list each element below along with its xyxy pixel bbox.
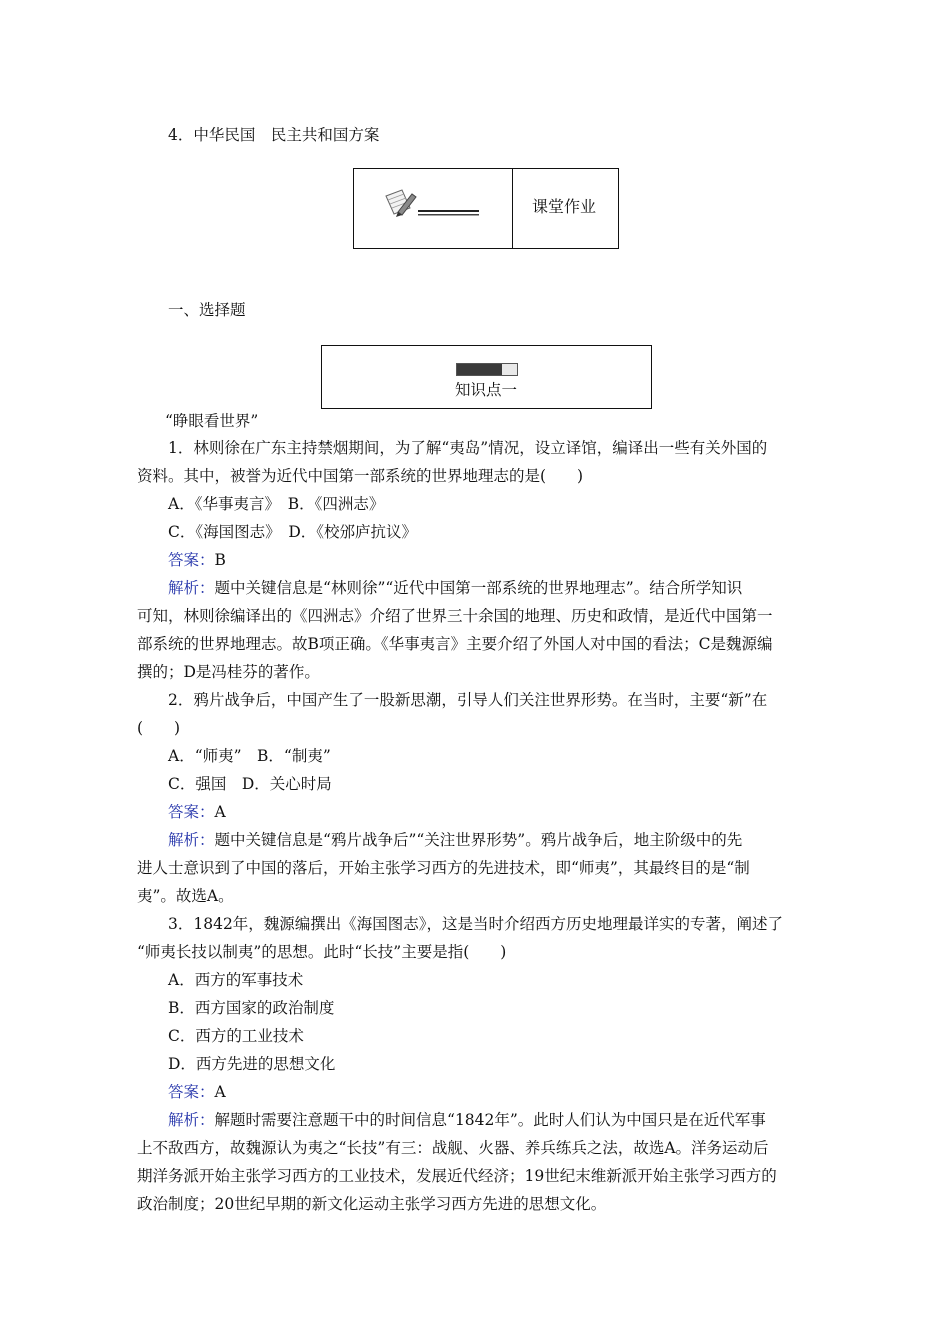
q3-analysis-text-1: 解题时需要注意题干中的时间信息“1842年”。此时人们认为中国只是在近代军事 [214, 1111, 766, 1129]
knowledge-point-label: 知识点一 [455, 381, 518, 399]
q3-option-c: C．西方的工业技术 [168, 1027, 304, 1045]
section-heading: 4．中华民国 民主共和国方案 [168, 126, 380, 144]
q2-answer-value: A [214, 803, 226, 821]
pen-paper-icon [380, 186, 480, 226]
q1-answer [168, 548, 226, 570]
header-box-divider [512, 169, 513, 248]
q2-stem-line-2: ( ) [137, 719, 181, 737]
q2-analysis-text-1: 题中关键信息是“鸦片战争后”“关注世界形势”。鸦片战争后，地主阶级中的先 [214, 831, 743, 849]
q2-analysis-label: 解析： [168, 831, 215, 849]
q3-analysis-line-3: 期洋务派开始主张学习西方的工业技术，发展近代经济；19世纪末维新派开始主张学习西方的 [137, 1167, 777, 1185]
q3-option-a: A．西方的军事技术 [168, 971, 304, 989]
knowledge-progress-bar [456, 363, 518, 376]
q1-stem-line-2: 资料。其中，被誉为近代中国第一部系统的世界地理志的是( ) [137, 467, 584, 485]
q3-option-b: B．西方国家的政治制度 [168, 999, 335, 1017]
q1-analysis-line-4: 撰的；D是冯桂芬的著作。 [137, 663, 320, 681]
section-title: 一、选择题 [168, 301, 246, 319]
q1-analysis-line-2: 可知，林则徐编译出的《四洲志》介绍了世界三十余国的地理、历史和政情，是近代中国第一 [137, 607, 773, 625]
q2-answer [168, 800, 226, 822]
q2-analysis-line-1 [168, 828, 742, 850]
q1-options-line-2: C．《海国图志》 D．《校邠庐抗议》 [168, 523, 418, 541]
q3-stem-line-1: 3．1842年，魏源编撰出《海国图志》，这是当时介绍西方历史地理最详实的专著，阐述了 [168, 915, 784, 933]
header-box-title: 课堂作业 [532, 197, 597, 216]
knowledge-progress-fill [457, 364, 502, 375]
q2-options-line-2: C．强国 D．关心时局 [168, 775, 332, 793]
q2-analysis-line-2: 进人士意识到了中国的落后，开始主张学习西方的先进技术，即“师夷”，其最终目的是“制 [137, 859, 750, 877]
q2-analysis-line-3: 夷”。故选A。 [137, 887, 234, 905]
q1-analysis-line-1 [168, 576, 742, 598]
classwork-header-box [353, 168, 619, 249]
q3-option-d: D．西方先进的思想文化 [168, 1055, 336, 1073]
q2-answer-label: 答案： [168, 803, 215, 821]
q1-answer-label: 答案： [168, 551, 215, 569]
q3-analysis-label: 解析： [168, 1111, 215, 1129]
knowledge-point-box [321, 345, 652, 409]
q3-analysis-line-1 [168, 1108, 766, 1130]
q3-analysis-line-2: 上不敌西方，故魏源认为夷之“长技”有三：战舰、火器、养兵练兵之法，故选A。洋务运动后 [137, 1139, 769, 1157]
q1-stem-line-1: 1．林则徐在广东主持禁烟期间，为了解“夷岛”情况，设立译馆，编译出一些有关外国的 [168, 439, 768, 457]
topic-title: “睁眼看世界” [165, 412, 259, 430]
q3-stem-line-2: “师夷长技以制夷”的思想。此时“长技”主要是指( ) [137, 943, 507, 961]
q3-answer [168, 1080, 226, 1102]
q1-answer-value: B [214, 551, 226, 569]
q3-answer-value: A [214, 1083, 226, 1101]
q2-options-line-1: A．“师夷” B．“制夷” [168, 747, 331, 765]
q1-analysis-line-3: 部系统的世界地理志。故B项正确。《华事夷言》主要介绍了外国人对中国的看法；C是魏源编 [137, 635, 773, 653]
q1-analysis-label: 解析： [168, 579, 215, 597]
q3-answer-label: 答案： [168, 1083, 215, 1101]
q2-stem-line-1: 2．鸦片战争后，中国产生了一股新思潮，引导人们关注世界形势。在当时，主要“新”在 [168, 691, 768, 709]
q1-options-line-1: A．《华事夷言》 B．《四洲志》 [168, 495, 385, 513]
q3-analysis-line-4: 政治制度；20世纪早期的新文化运动主张学习西方先进的思想文化。 [137, 1195, 607, 1213]
q1-analysis-text-1: 题中关键信息是“林则徐”“近代中国第一部系统的世界地理志”。结合所学知识 [214, 579, 743, 597]
